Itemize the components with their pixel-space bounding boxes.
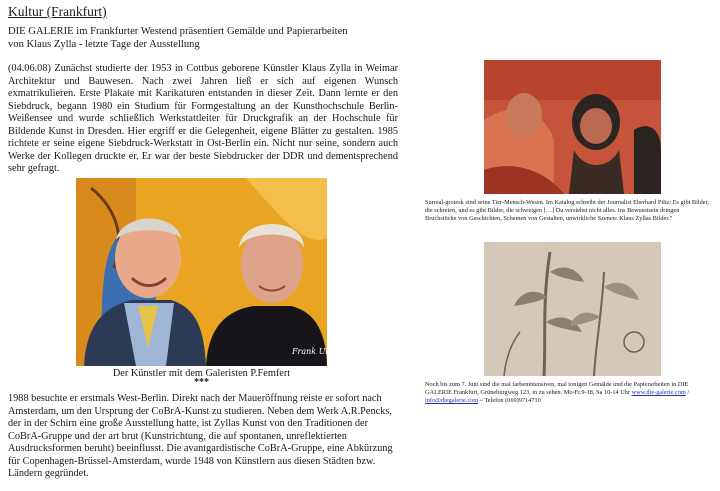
photo-signature: Frank Ulyas	[292, 347, 342, 356]
headline-line-1: DIE GALERIE im Frankfurter Westend präsentiert Gemälde und Papierarbeiten	[8, 26, 348, 37]
link-separator: /	[685, 389, 690, 396]
painting-caption: Surreal-grotesk sind seine Tier-Mensch-Wesen. Im Katalog schreibt der Journalist Eberhard Piltz: Es gibt Bilder, die schreien, und es gibt Bilder, die schweigen […] Du verstehst nicht alles. Ins Bewusstsein dringen Bruchstücke von Geschichten, Schemen von Gestalten, unwirkliche Szenen: Klaus Zyllas Bilder."	[425, 199, 709, 222]
section-title[interactable]: Kultur (Frankfurt)	[8, 4, 107, 19]
caption-separator-stars: ***	[194, 377, 209, 388]
artist-gallerist-photo-image	[76, 178, 342, 366]
headline-line-2: von Klaus Zylla - letzte Tage der Ausstellung	[8, 38, 200, 50]
website-link[interactable]: www.die-galerie.com	[631, 389, 686, 396]
phone-number: – Telefon (069)9714710	[478, 397, 541, 404]
painting-figures-image	[484, 60, 661, 194]
artist-gallerist-photo	[76, 178, 342, 366]
painting-photo-figures	[484, 60, 661, 194]
headline	[8, 26, 418, 51]
artist-gallerist-caption: Der Künstler mit dem Galeristen P.Femfert	[112, 368, 291, 379]
exhibition-notice-text: Noch bis zum 7. Juni sind die mal farbenintensiven, mal tonigen Gemälde und die Papierarbeiten in DIE GALERIE Frankfurt, Grüneburgweg 123, in zu sehen. Mo-Fr.9-18, Sa 10-14 Uhr	[425, 381, 689, 396]
article-paragraph-2: 1988 besuchte er erstmals West-Berlin. Direkt nach der Maueröffnung reiste er sofort nach Amsterdam, um den Ursprung der CoBrA-Kunst zu studieren. Neben dem Werk A.R.Pencks, der in der Schirn eine große Ausstellung hatte, ist Zyllas Kunst von den Traditionen der CoBrA-Gruppe und der art brut (Kunstrichtung, die auf spontanen, unreflektierten Ausdrucksformen beruht) beeinflusst. Die avantgardistische CoBrA-Gruppe, eine Abkürzung für Copenhagen-Brüssel-Amsterdam, wurde 1948 von Künstlern aus diesen Städten bzw. Ländern gegründet.	[8, 393, 393, 479]
email-link[interactable]: info@diegalerie.com	[425, 397, 479, 404]
article-paragraph-1: (04.06.08) Zunächst studierte der 1953 in Cottbus geborene Künstler Klaus Zylla in Weimar Architektur und Bauwesen. Nach zwei Jahren ließ er sich auf eigenen Wunsch exmatrikulieren. Erste Plakate mit Karikaturen entstanden in dieser Zeit. Dann lernte er den Siebdruck, begann 1980 ein Studium für Formgestaltung an der Kunsthochschule Berlin-Weißensee und wurde schließlich Werkstattleiter für Druckgrafik an der Hochschule für Bildende Kunst in Dresden. Hier ergriff er die Gelegenheit, eigene Blätter zu gestalten. 1985 richtete er seine eigene Siebdruck-Werkstatt in Ost-Berlin ein. Nicht nur seine, sondern auch Werke der Kollegen druckte er. Er war der beste Siebdrucker der DDR und dementsprechend sehr gefragt.	[8, 63, 398, 174]
painting-plants-image	[484, 242, 661, 376]
exhibition-notice	[425, 381, 710, 405]
painting-photo-plants	[484, 242, 661, 376]
